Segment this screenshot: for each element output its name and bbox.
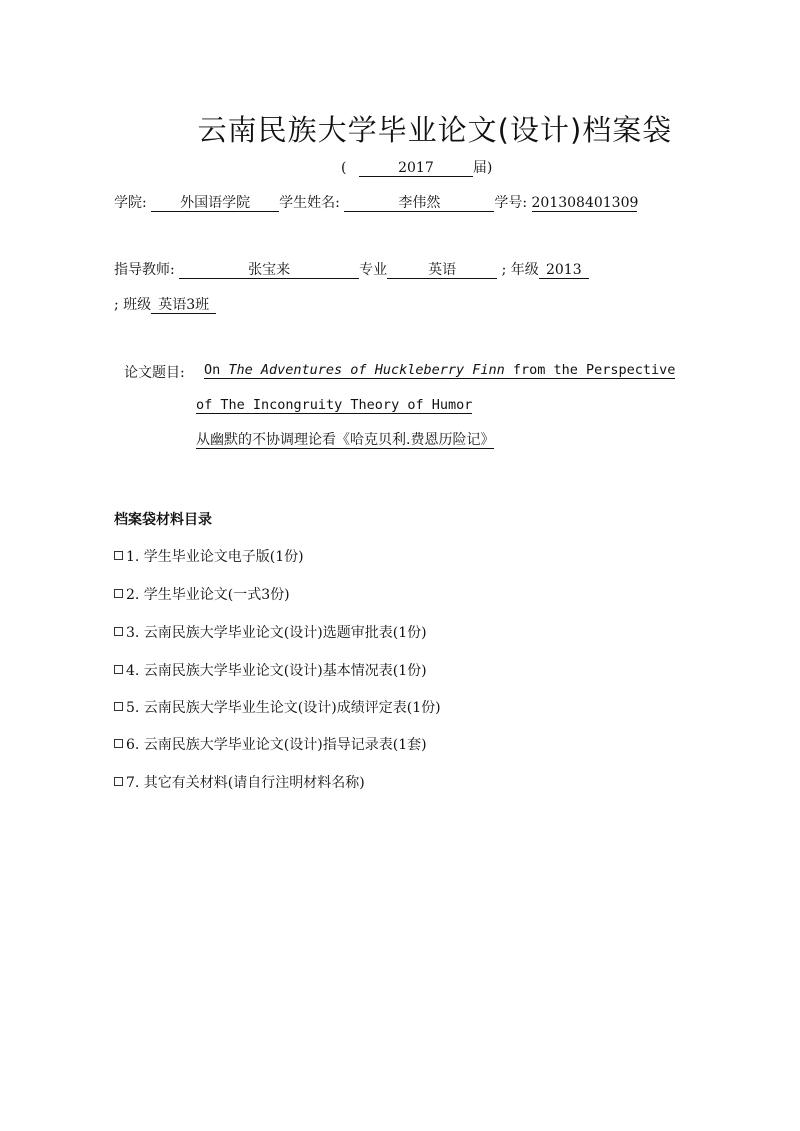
session-suffix: 届): [472, 160, 493, 176]
major-value: 英语: [387, 262, 497, 279]
student-value: 李伟然: [344, 195, 494, 212]
student-label: 学生姓名:: [279, 195, 340, 211]
page-title: 云南民族大学毕业论文(设计)档案袋: [197, 113, 673, 147]
catalog-item-label: 5. 云南民族大学毕业生论文(设计)成绩评定表(1份): [126, 700, 441, 716]
info-row-1: [114, 192, 637, 212]
thesis-en-part1: On: [204, 362, 229, 378]
grade-value: 2013: [539, 262, 589, 279]
catalog-item-6: [114, 734, 427, 754]
catalog-item-2: [114, 584, 290, 604]
catalog-item-label: 6. 云南民族大学毕业论文(设计)指导记录表(1套): [126, 737, 427, 753]
class-label: 班级: [123, 297, 152, 313]
id-value: 201308401309: [531, 195, 639, 211]
checkbox-icon: [114, 665, 123, 674]
catalog-item-label: 3. 云南民族大学毕业论文(设计)选题审批表(1份): [126, 625, 427, 641]
advisor-label: 指导教师:: [114, 262, 175, 278]
thesis-title-en-line1: [204, 362, 675, 378]
college-label: 学院:: [114, 195, 147, 211]
thesis-en-italic: The Adventures of Huckleberry Finn: [228, 362, 505, 378]
major-label: 专业: [359, 262, 388, 278]
catalog-item-3: [114, 622, 427, 642]
info-row-3: [114, 294, 216, 314]
class-value: 英语3班: [151, 297, 216, 314]
checkbox-icon: [114, 627, 123, 636]
thesis-zh: 从幽默的不协调理论看《哈克贝利.费恩历险记》: [196, 432, 495, 448]
info-row-2: [114, 259, 589, 279]
catalog-item-label: 2. 学生毕业论文(一式3份): [126, 587, 290, 603]
catalog-item-1: [114, 546, 304, 566]
catalog-item-5: [114, 697, 441, 717]
checkbox-icon: [114, 589, 123, 598]
thesis-title-en-line2: [196, 397, 472, 413]
thesis-label: 论文题目:: [124, 365, 185, 381]
catalog-item-label: 7. 其它有关材料(请自行注明材料名称): [126, 775, 365, 791]
thesis-en-line2: of The Incongruity Theory of Humor: [196, 397, 473, 413]
thesis-en-part2: from the Perspective: [504, 362, 676, 378]
session-open: (: [341, 160, 347, 176]
catalog-item-label: 4. 云南民族大学毕业论文(设计)基本情况表(1份): [126, 663, 427, 679]
catalog-item-4: [114, 660, 427, 680]
session-line: [341, 157, 492, 177]
advisor-value: 张宝来: [179, 262, 359, 279]
thesis-title-zh: [196, 432, 494, 449]
college-value: 外国语学院: [151, 195, 279, 212]
grade-label: 年级: [510, 262, 539, 278]
grade-separator: ;: [501, 262, 507, 278]
checkbox-icon: [114, 777, 123, 786]
catalog-item-label: 1. 学生毕业论文电子版(1份): [126, 549, 304, 565]
id-label: 学号:: [494, 195, 528, 211]
checkbox-icon: [114, 551, 123, 560]
session-year: 2017: [359, 160, 473, 177]
catalog-heading: 档案袋材料目录: [114, 512, 212, 528]
catalog-item-7: [114, 772, 365, 792]
checkbox-icon: [114, 739, 123, 748]
checkbox-icon: [114, 702, 123, 711]
class-separator: ;: [114, 297, 119, 313]
